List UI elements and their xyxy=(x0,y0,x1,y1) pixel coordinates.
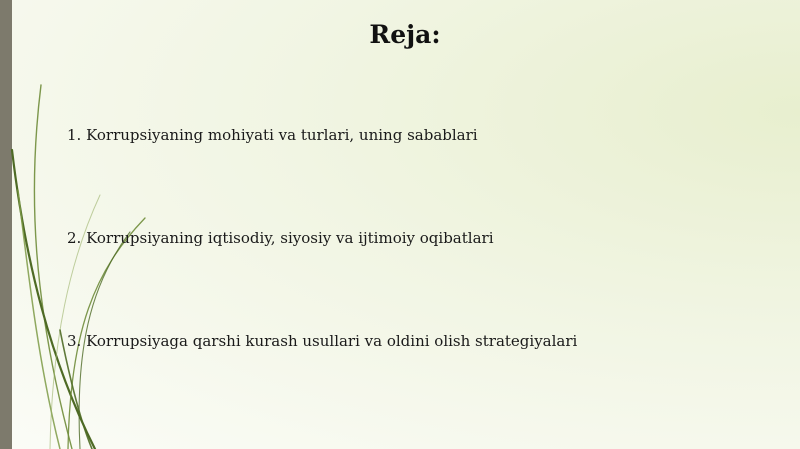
slide-title: Reja: xyxy=(369,20,441,49)
plan-item-3: 3. Korrupsiyaga qarshi kurash usullari va oldini olish strategiyalari xyxy=(67,332,578,350)
plan-item-1: 1. Korrupsiyaning mohiyati va turlari, uning sabablari xyxy=(67,126,478,144)
plan-item-2: 2. Korrupsiyaning iqtisodiy, siyosiy va ijtimoiy oqibatlari xyxy=(67,229,494,247)
